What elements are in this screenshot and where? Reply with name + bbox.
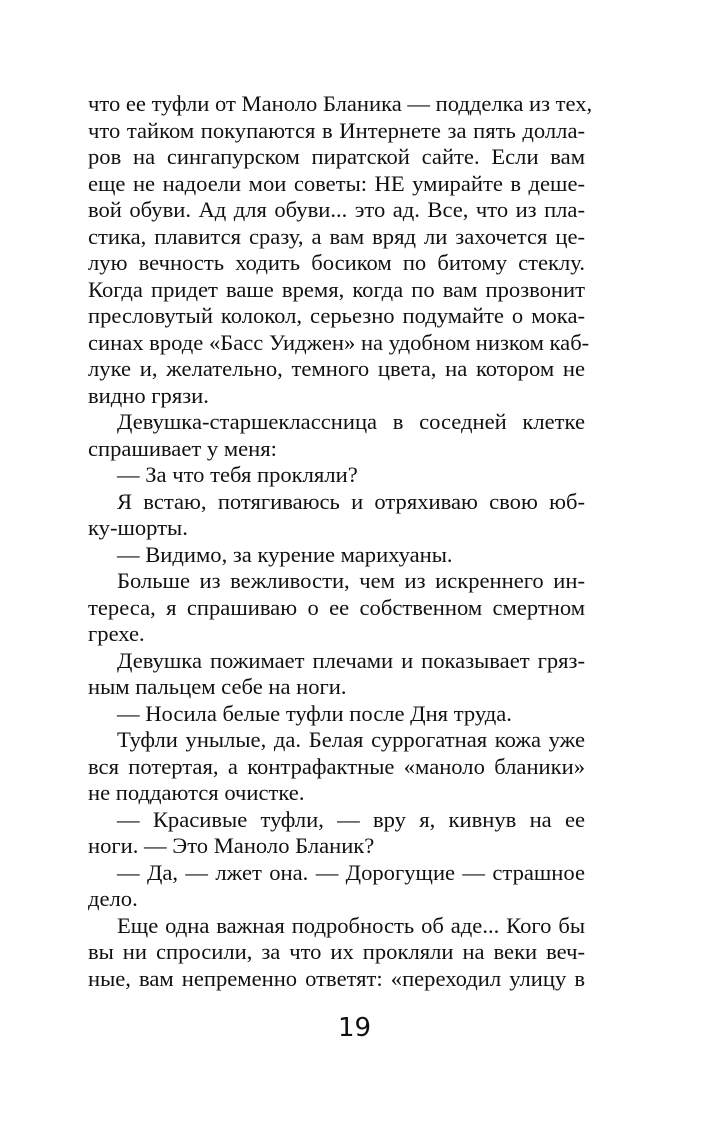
text-line: спрашивает у меня: bbox=[88, 435, 277, 461]
text-line: синах вроде «Басс Уиджен» на удобном низком каб- bbox=[88, 329, 590, 355]
text-line: тереса, я спрашиваю о ее собственном смертном bbox=[88, 594, 585, 620]
text-line: Туфли унылые, да. Белая суррогатная кожа уже bbox=[117, 727, 585, 752]
text-line: вой обуви. Ад для обуви... это ад. Все, что из пла- bbox=[88, 197, 585, 222]
text-line: ку-шорты. bbox=[88, 515, 188, 540]
text-line: ров на сингапурском пиратской сайте. Если вам bbox=[88, 144, 585, 169]
text-line: — За что тебя прокляли? bbox=[117, 462, 358, 487]
text-line: Я встаю, потягиваюсь и отряхиваю свою юб- bbox=[117, 488, 585, 514]
text-line: Девушка-старшеклассница в соседней клетке bbox=[117, 409, 585, 434]
text-line: ные, вам непременно ответят: «переходил улицу в bbox=[88, 965, 585, 991]
text-line: еще не надоели мои советы: НЕ умирайте в деше- bbox=[88, 170, 585, 196]
text-line: Девушка пожимает плечами и показывает гряз- bbox=[117, 647, 585, 673]
text-line: луке и, желательно, темного цвета, на котором не bbox=[88, 356, 585, 381]
text-line: грехе. bbox=[88, 621, 145, 646]
text-line: стика, плавится сразу, а вам вряд ли захочется це- bbox=[88, 223, 585, 249]
text-line: что ее туфли от Маноло Бланика — подделка из тех, bbox=[88, 91, 593, 116]
text-line: вся потертая, а контрафактные «маноло бланики» bbox=[88, 753, 585, 779]
text-line: не поддаются очистке. bbox=[88, 780, 305, 805]
text-line: — Носила белые туфли после Дня труда. bbox=[117, 700, 512, 726]
text-line: пресловутый колокол, серьезно подумайте о мока- bbox=[88, 303, 585, 328]
text-line: Когда придет ваше время, когда по вам прозвонит bbox=[88, 276, 585, 302]
text-line: дело. bbox=[88, 886, 138, 911]
text-line: ноги. — Это Маноло Бланик? bbox=[88, 833, 375, 858]
page-text bbox=[88, 91, 593, 992]
text-line: — Красивые туфли, — вру я, кивнув на ее bbox=[117, 806, 585, 832]
page-number: 19 bbox=[337, 1013, 372, 1043]
text-line: ным пальцем себе на ноги. bbox=[88, 674, 347, 699]
text-line: что тайком покупаются в Интернете за пять долла- bbox=[88, 117, 585, 143]
text-line: вы ни спросили, за что их прокляли на веки веч- bbox=[88, 939, 585, 964]
text-line: — Видимо, за курение марихуаны. bbox=[117, 541, 453, 567]
text-line: Еще одна важная подробность об аде... Кого бы bbox=[117, 912, 585, 938]
text-line: Больше из вежливости, чем из искреннего ин- bbox=[117, 568, 585, 593]
text-line: лую вечность ходить босиком по битому стеклу. bbox=[88, 250, 585, 275]
text-line: видно грязи. bbox=[88, 382, 209, 408]
text-line: — Да, — лжет она. — Дорогущие — страшное bbox=[117, 859, 585, 885]
